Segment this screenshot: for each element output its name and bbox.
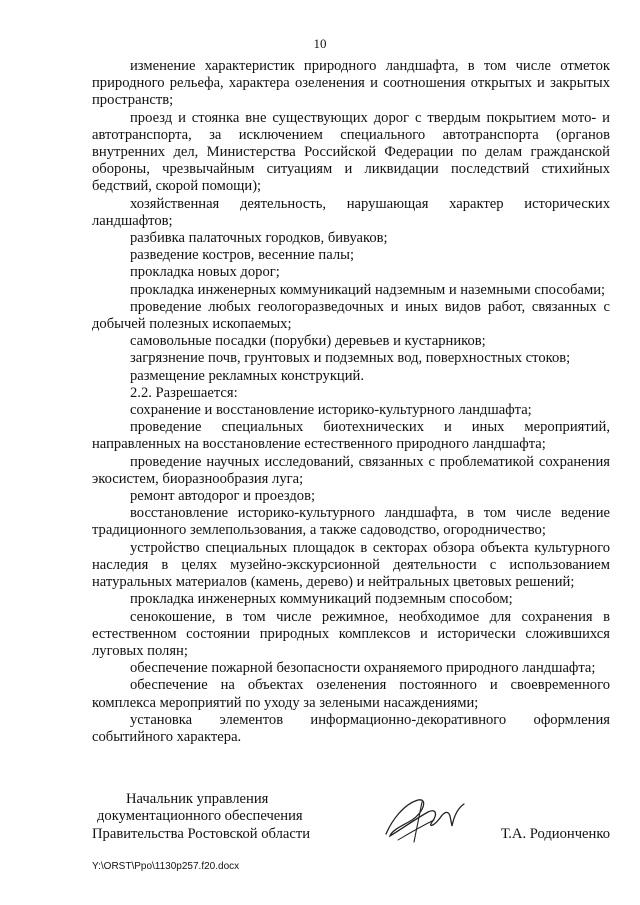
signer-title-line3: Правительства Ростовской области bbox=[92, 825, 311, 842]
paragraph: сенокошение, в том числе режимное, необходимое для сохранения в естественном состоянии природных комплексов и исторически сложившихся луговых полян; bbox=[92, 608, 610, 659]
paragraph: установка элементов информационно-декоративного оформления событийного характера. bbox=[92, 711, 610, 745]
paragraph: разведение костров, весенние палы; bbox=[130, 247, 354, 264]
paragraph: прокладка инженерных коммуникаций надземным и наземными способами; bbox=[130, 281, 606, 298]
paragraph: прокладка инженерных коммуникаций подземным способом; bbox=[130, 591, 513, 608]
handwritten-signature bbox=[378, 790, 468, 848]
file-path-footer: Y:\ORST\Ppo\1130p257.f20.docx bbox=[92, 861, 240, 872]
signer-title-line2: документационного обеспечения bbox=[97, 808, 303, 825]
paragraph: загрязнение почв, грунтовых и подземных вод, поверхностных стоков; bbox=[130, 350, 571, 367]
paragraph: обеспечение пожарной безопасности охраняемого природного ландшафта; bbox=[130, 660, 596, 677]
paragraph: устройство специальных площадок в секторах обзора объекта культурного наследия в целях музейно-экскурсионной деятельности с использованием натуральных материалов (камень, дерево) и нейтральных цветовых решений; bbox=[92, 539, 610, 591]
paragraph: обеспечение на объектах озеленения постоянного и своевременного комплекса мероприятий по уходу за зелеными насаждениями; bbox=[92, 677, 610, 711]
paragraph: сохранение и восстановление историко-культурного ландшафта; bbox=[130, 402, 532, 419]
signer-name: Т.А. Родионченко bbox=[500, 825, 610, 842]
paragraph: ремонт автодорог и проездов; bbox=[130, 488, 316, 505]
section-heading: 2.2. Разрешается: bbox=[130, 384, 238, 401]
document-body bbox=[92, 58, 610, 746]
paragraph: прокладка новых дорог; bbox=[130, 264, 280, 281]
paragraph: проведение научных исследований, связанных с проблематикой сохранения экосистем, биоразнообразия луга; bbox=[92, 453, 610, 487]
paragraph: размещение рекламных конструкций. bbox=[130, 367, 364, 384]
page-number: 10 bbox=[313, 36, 327, 51]
paragraph: хозяйственная деятельность, нарушающая характер исторических ландшафтов; bbox=[92, 195, 610, 229]
signer-title-line1: Начальник управления bbox=[126, 791, 269, 807]
paragraph: разбивка палаточных городков, бивуаков; bbox=[130, 230, 388, 247]
paragraph: восстановление историко-культурного ландшафта, в том числе ведение традиционного землепользования, а также садоводство, огородничество; bbox=[92, 505, 610, 539]
signature-block bbox=[92, 791, 610, 843]
paragraph: проезд и стоянка вне существующих дорог с твердым покрытием мото- и автотранспорта, за исключением специального автотранспорта (органов внутренних дел, Министерства Российской Федерации по делам гражданской обороны, чрезвычайным ситуациям и ликвидации последствий стихийных бедствий, скорой помощи); bbox=[92, 109, 610, 195]
paragraph: проведение любых геологоразведочных и иных видов работ, связанных с добычей полезных ископаемых; bbox=[92, 298, 610, 333]
paragraph: изменение характеристик природного ландшафта, в том числе отметок природного рельефа, характера озеленения и соотношения открытых и закрытых пространств; bbox=[92, 58, 610, 109]
paragraph: самовольные посадки (порубки) деревьев и кустарников; bbox=[130, 333, 486, 350]
paragraph: проведение специальных биотехнических и иных мероприятий, направленных на восстановление естественного природного ландшафта; bbox=[92, 419, 610, 453]
